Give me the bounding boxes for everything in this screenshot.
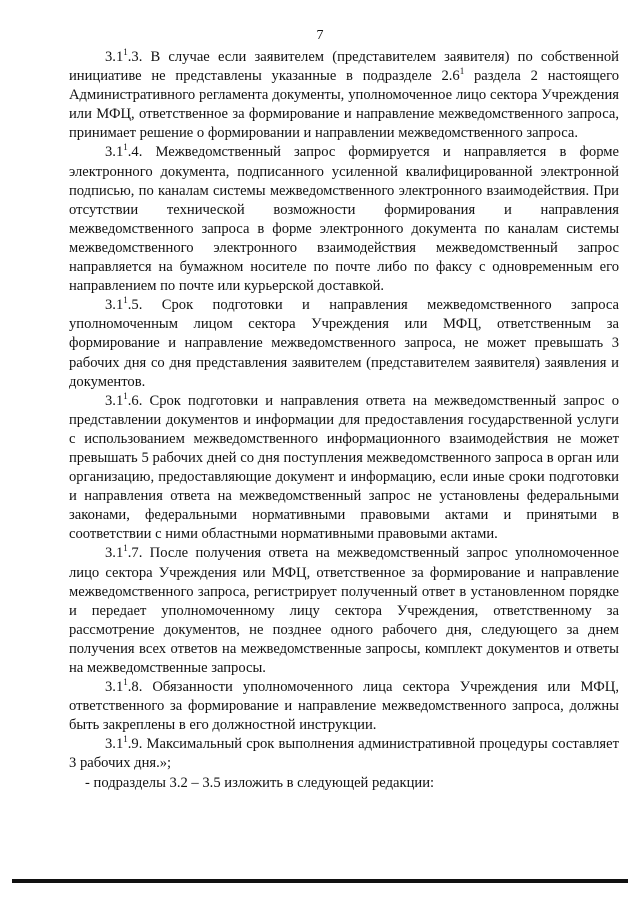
paragraph-3-1-1-5 [69,296,619,391]
paragraph-number: $3.1^1.9$. [105,734,143,753]
paragraph-3-1-1-3 [69,48,619,143]
bottom-rule [12,879,628,883]
paragraph-text: Срок подготовки и направления межведомственного запроса уполномоченным лицом сектора Учреждения или МФЦ, ответственным за формирование и направление межведомственного запроса, не может превышать 3 рабочих дня со дня представления заявителем (представителем заявителя) заявления и документов. [69,297,619,390]
paragraph-text: Межведомственный запрос формируется и направляется в форме электронного документа, подписанного усиленной квалифицированной электронной подписью, по каналам системы межведомственного электронного взаимодействия. При отсутствии технической возможности формирования и направления межведомственного запроса в форме электронного документа по каналам системы межведомственного электронного взаимодействия межведомственный запрос направляется на бумажном носителе по почте либо по факсу с одновременным его направлением по почте или курьерской доставкой. [69,144,619,295]
paragraph-3-1-1-8 [69,678,619,735]
paragraph-text-cont: раздела 2 настоящего Административного регламента документы, уполномоченное лицо сектора Учреждения или МФЦ, ответственное за формирование и направление межведомственного запроса, принимает решение о формировании и направлении межведомственного запроса. [69,68,620,142]
paragraph-number: $3.1^1.4$. [105,142,143,161]
document-body [69,48,619,793]
paragraph-number: $3.1^1.5$. [105,295,143,314]
paragraph-number: $3.1^1.8$. [105,677,143,696]
paragraph-3-1-1-9 [69,735,619,773]
paragraph-text: В случае если заявителем (представителем заявителя) по собственной инициативе не представлены указанные в подразделе 2.6 [69,49,619,85]
paragraph-number: $3.1^1.3$. [105,47,143,65]
paragraph-number: $3.1^1.7$. [105,543,143,562]
superscript: 1 [459,66,465,77]
page-number: 7 [316,28,324,43]
paragraph-number: $3.1^1.6$. [105,390,143,409]
paragraph-3-1-1-6 [69,392,619,545]
paragraph-text: Срок подготовки и направления ответа на межведомственный запрос о представлении документов и информации для предоставления государственной услуги с использованием межведомственного информационного взаимодействия не может превышать 5 рабочих дней со дня поступления межведомственного запроса в орган или организацию, предоставляющие документ и информацию, если иные сроки подготовки и направления ответа на межведомственный запрос не установлены федеральными законами, федеральными нормативными правовыми актами и принятыми в соответствии с ними областными нормативными правовыми актами. [69,392,619,543]
amendment-line: - подразделы 3.2 – 3.5 изложить в следующей редакции: [85,774,435,791]
paragraph-text: Обязанности уполномоченного лица сектора Учреждения или МФЦ, ответственного за формирование и направление межведомственного запроса, должны быть закреплены в его должностной инструкции. [69,679,619,734]
paragraph-3-1-1-4 [69,143,619,296]
paragraph-text: Максимальный срок выполнения административной процедуры составляет 3 рабочих дня.»; [69,736,619,772]
paragraph-text: После получения ответа на межведомственный запрос уполномоченное лицо сектора Учреждения или МФЦ, ответственное за формирование и направление межведомственного запроса, регистрирует полученный ответ в установленном порядке и передает уполномоченному лицу сектора Учреждения, ответственному за рассмотрение документов, не позднее одного рабочего дня, следующего за днем получения всех ответов на межведомственные запросы, комплект документов и ответы на межведомственные запросы. [69,545,619,676]
paragraph-3-1-1-7 [69,544,619,678]
